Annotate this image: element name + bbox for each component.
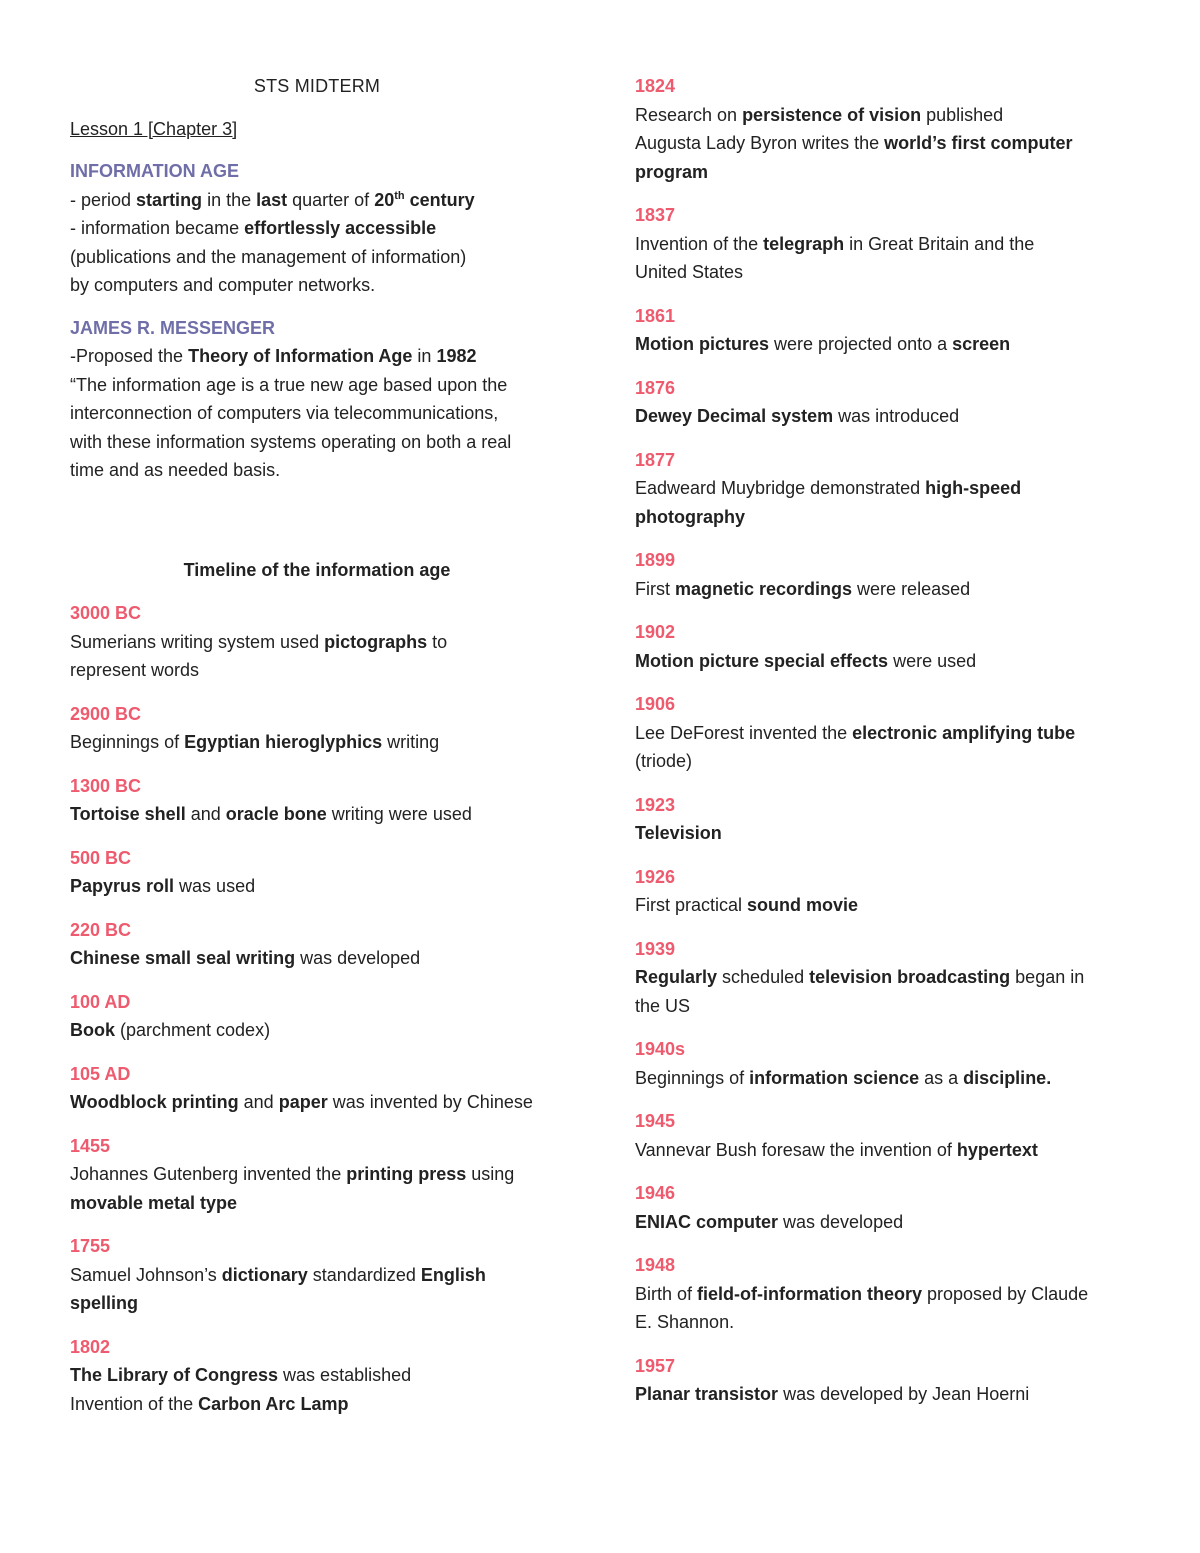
text-run: United States [635, 262, 744, 282]
text-run: Augusta Lady Byron writes the [635, 133, 885, 153]
timeline-description-line [70, 800, 580, 829]
superscript: th [394, 189, 405, 202]
timeline-year: 1877 [635, 449, 676, 470]
timeline-entry [635, 1352, 1145, 1409]
timeline-entry [70, 1060, 580, 1117]
left-column [70, 72, 580, 1433]
timeline-year: 1948 [635, 1255, 676, 1275]
timeline-description-line [70, 944, 580, 973]
timeline-year: 500 BC [70, 847, 132, 868]
text-run-bold: telegraph [763, 233, 845, 254]
text-run: began in [1010, 967, 1085, 987]
text-run-bold: photography [635, 506, 745, 527]
text-run: First practical [635, 895, 748, 915]
text-run-bold: information science [749, 1067, 920, 1088]
timeline-entry [635, 791, 1145, 848]
text-run-bold: Planar transistor [635, 1384, 779, 1404]
timeline-year: 1837 [635, 205, 676, 225]
text-run: represent words [70, 660, 200, 680]
text-run: was developed by Jean Hoerni [778, 1384, 1030, 1404]
timeline-year: 1455 [70, 1135, 111, 1156]
timeline-description-line [635, 819, 1145, 848]
text-run-bold: high-speed [925, 478, 1022, 498]
timeline-entry [635, 618, 1145, 675]
timeline-description-line [70, 1361, 580, 1390]
text-run-bold: Woodblock printing [70, 1092, 239, 1112]
text-run-bold: century [404, 189, 475, 210]
text-run: scheduled [717, 967, 810, 987]
timeline-entry [635, 446, 1145, 532]
timeline-description-line [635, 258, 1145, 287]
text-run-bold: sound movie [747, 895, 859, 915]
messenger-line-1 [70, 342, 580, 371]
text-run-bold: oracle bone [225, 804, 327, 824]
messenger-quote-line-3: with these information systems operating on both a real [70, 431, 512, 452]
text-run-bold: hypertext [956, 1139, 1038, 1160]
text-run-bold: Theory of Information Age [188, 346, 413, 366]
timeline-entry [70, 844, 580, 901]
timeline-description-line [70, 872, 580, 901]
timeline-description-line [70, 1261, 580, 1290]
timeline-description-line [70, 656, 580, 685]
text-run-bold: The Library of Congress [70, 1365, 279, 1385]
messenger-section [70, 314, 580, 485]
text-run: were used [888, 650, 977, 671]
timeline-entry [635, 1251, 1145, 1337]
text-run: -Proposed the [70, 346, 189, 366]
timeline-description-line [635, 1308, 1145, 1337]
timeline-description-line [635, 158, 1145, 187]
information-age-heading: INFORMATION AGE [70, 161, 239, 181]
text-run-bold: screen [952, 334, 1011, 354]
text-run-bold: Motion pictures [635, 334, 769, 354]
text-run-bold: Book [70, 1020, 115, 1040]
text-run-bold: English [420, 1264, 486, 1285]
text-run-bold: field-of-information theory [697, 1283, 923, 1304]
text-run: were projected onto a [769, 334, 953, 354]
timeline-year: 1300 BC [70, 775, 142, 796]
timeline-entry [635, 374, 1145, 431]
timeline-year: 1926 [635, 866, 676, 887]
timeline-year: 1939 [635, 938, 676, 959]
text-run: was introduced [833, 406, 960, 426]
timeline-description-line [635, 503, 1145, 532]
timeline-entry [635, 201, 1145, 287]
text-run-bold: spelling [70, 1293, 139, 1313]
text-run-bold: Motion picture special effects [635, 650, 889, 671]
timeline-entry [635, 1035, 1145, 1092]
information-age-section [70, 157, 580, 300]
timeline-year: 1755 [70, 1236, 111, 1256]
text-run: Birth of [635, 1283, 698, 1304]
text-run: (parchment codex) [115, 1020, 271, 1040]
text-run: Johannes Gutenberg invented the [70, 1164, 347, 1184]
timeline-description-line [70, 1189, 580, 1218]
timeline-entry [635, 690, 1145, 776]
text-run-bold: Tortoise shell [70, 804, 186, 824]
text-run-bold: 1982 [436, 346, 477, 366]
timeline-year: 220 BC [70, 919, 132, 940]
text-run-bold: last [256, 189, 288, 210]
timeline-description-line [70, 1390, 580, 1419]
timeline-description-line [635, 719, 1145, 748]
text-run: writing [382, 732, 440, 752]
timeline-year: 2900 BC [70, 703, 142, 724]
timeline-description-line [635, 474, 1145, 503]
text-run-bold: starting [136, 189, 203, 210]
timeline-description-line [635, 963, 1145, 992]
timeline-entry [635, 1107, 1145, 1164]
timeline-description-line [70, 1289, 580, 1318]
text-run: (triode) [635, 751, 693, 771]
text-run: in [412, 346, 437, 366]
timeline-year: 1802 [70, 1336, 111, 1357]
timeline-entry [635, 302, 1145, 359]
text-run-bold: Regularly [635, 967, 718, 987]
text-run: as a [919, 1067, 964, 1088]
timeline-entry [70, 916, 580, 973]
timeline-year: 105 AD [70, 1063, 131, 1084]
timeline-entry [70, 772, 580, 829]
timeline-year: 100 AD [70, 991, 131, 1012]
timeline-left-list [70, 599, 580, 1418]
timeline-description-line [635, 891, 1145, 920]
timeline-description-line [635, 647, 1145, 676]
timeline-year: 1957 [635, 1355, 676, 1376]
information-age-line-3: (publications and the management of information) [70, 246, 467, 267]
timeline-description-line [635, 101, 1145, 130]
timeline-description-line [635, 575, 1145, 604]
text-run: Sumerians writing system used [70, 631, 325, 652]
right-column [635, 72, 1145, 1424]
timeline-description-line [635, 1064, 1145, 1093]
timeline-description-line [70, 1160, 580, 1189]
timeline-entry [635, 935, 1145, 1021]
text-run: Lee DeForest invented the [635, 722, 853, 743]
timeline-entry [70, 599, 580, 685]
text-run: published [921, 104, 1004, 125]
timeline-year: 1923 [635, 794, 676, 815]
information-age-line-1 [70, 186, 580, 215]
text-run-bold: program [635, 161, 709, 182]
text-run: Beginnings of [70, 732, 185, 752]
timeline-description-line [635, 129, 1145, 158]
timeline-description-line [635, 1280, 1145, 1309]
text-run: in the [202, 189, 257, 210]
text-run-bold: printing press [346, 1164, 467, 1184]
text-run-bold: Television [635, 823, 722, 843]
text-run-bold: electronic amplifying tube [852, 722, 1076, 743]
text-run: to [427, 631, 448, 652]
text-run-bold: effortlessly accessible [244, 218, 437, 238]
timeline-entry [635, 863, 1145, 920]
information-age-line-4: by computers and computer networks. [70, 275, 376, 295]
timeline-description-line [635, 402, 1145, 431]
text-run-bold: Carbon Arc Lamp [198, 1393, 349, 1414]
timeline-entry [70, 988, 580, 1045]
messenger-quote-line-1: “The information age is a true new age based upon the [70, 374, 508, 395]
text-run: using [466, 1164, 515, 1184]
text-run: standardized [307, 1264, 421, 1285]
timeline-year: 1899 [635, 550, 676, 570]
text-run: and [185, 804, 226, 824]
text-run: Vannevar Bush foresaw the invention of [635, 1139, 957, 1160]
timeline-entry [70, 1232, 580, 1318]
text-run: Eadweard Muybridge demonstrated [635, 478, 926, 498]
text-run-bold: persistence of vision [742, 104, 922, 125]
text-run-bold: discipline. [963, 1067, 1052, 1088]
text-run-bold: Papyrus roll [70, 876, 175, 896]
text-run: - information became [70, 218, 245, 238]
timeline-year: 1946 [635, 1183, 676, 1203]
timeline-year: 1902 [635, 622, 676, 642]
timeline-description-line [635, 1380, 1145, 1409]
text-run: the US [635, 995, 691, 1016]
timeline-entry [635, 546, 1145, 603]
text-run-bold: world’s first computer [884, 133, 1073, 153]
text-run: Samuel Johnson’s [70, 1264, 222, 1285]
text-run: was used [174, 876, 256, 896]
text-run-bold: Dewey Decimal system [635, 406, 834, 426]
timeline-year: 1824 [635, 76, 676, 96]
text-run: First [635, 578, 675, 599]
text-run-bold: magnetic recordings [675, 578, 853, 599]
text-run: in Great Britain and the [844, 233, 1035, 254]
messenger-quote-line-4: time and as needed basis. [70, 460, 281, 480]
timeline-description-line [635, 1136, 1145, 1165]
text-run: writing were used [326, 804, 472, 824]
text-run-bold: ENIAC computer [635, 1211, 779, 1232]
timeline-right-list [635, 72, 1145, 1409]
messenger-quote-line-2: interconnection of computers via telecommunications, [70, 403, 499, 423]
text-run: Research on [635, 104, 743, 125]
timeline-entry [635, 1179, 1145, 1236]
timeline-year: 1876 [635, 377, 676, 398]
text-run: Invention of the [70, 1393, 199, 1414]
text-run-bold: Egyptian hieroglyphics [184, 732, 383, 752]
text-run-bold: pictographs [324, 631, 428, 652]
messenger-heading: JAMES R. MESSENGER [70, 317, 276, 338]
text-run-bold: movable metal type [70, 1192, 238, 1213]
timeline-year: 3000 BC [70, 603, 142, 623]
timeline-description-line [635, 230, 1145, 259]
timeline-description-line [635, 1208, 1145, 1237]
information-age-line-2 [70, 214, 580, 243]
text-run: quarter of [287, 189, 375, 210]
timeline-description-line [635, 330, 1145, 359]
timeline-year: 1906 [635, 694, 676, 714]
text-run-bold: Chinese small seal writing [70, 948, 296, 968]
text-run: was invented by Chinese [327, 1092, 533, 1112]
timeline-year: 1861 [635, 305, 676, 326]
timeline-description-line [70, 628, 580, 657]
timeline-entry [635, 72, 1145, 186]
timeline-entry [70, 1132, 580, 1218]
timeline-description-line [70, 728, 580, 757]
text-run: was developed [295, 948, 421, 968]
timeline-description-line [70, 1088, 580, 1117]
timeline-year: 1945 [635, 1111, 676, 1131]
timeline-description-line [635, 747, 1145, 776]
timeline-title: Timeline of the information age [183, 559, 451, 580]
text-run-bold: 20 [374, 189, 395, 210]
text-run: were released [852, 578, 971, 599]
text-run: was established [278, 1365, 412, 1385]
text-run: was developed [778, 1211, 904, 1232]
text-run: Beginnings of [635, 1067, 750, 1088]
text-run: - period [70, 189, 137, 210]
timeline-description-line [635, 992, 1145, 1021]
text-run: E. Shannon. [635, 1312, 735, 1332]
timeline-entry [70, 1333, 580, 1419]
text-run-bold: television broadcasting [809, 967, 1011, 987]
lesson-label: Lesson 1 [Chapter 3] [70, 118, 238, 139]
text-run-bold: paper [278, 1092, 328, 1112]
text-run-bold: dictionary [221, 1264, 308, 1285]
text-run: Invention of the [635, 233, 764, 254]
text-run: proposed by Claude [922, 1283, 1089, 1304]
timeline-entry [70, 700, 580, 757]
timeline-year: 1940s [635, 1039, 686, 1059]
timeline-description-line [70, 1016, 580, 1045]
document-title: STS MIDTERM [253, 76, 381, 96]
text-run: and [238, 1092, 279, 1112]
